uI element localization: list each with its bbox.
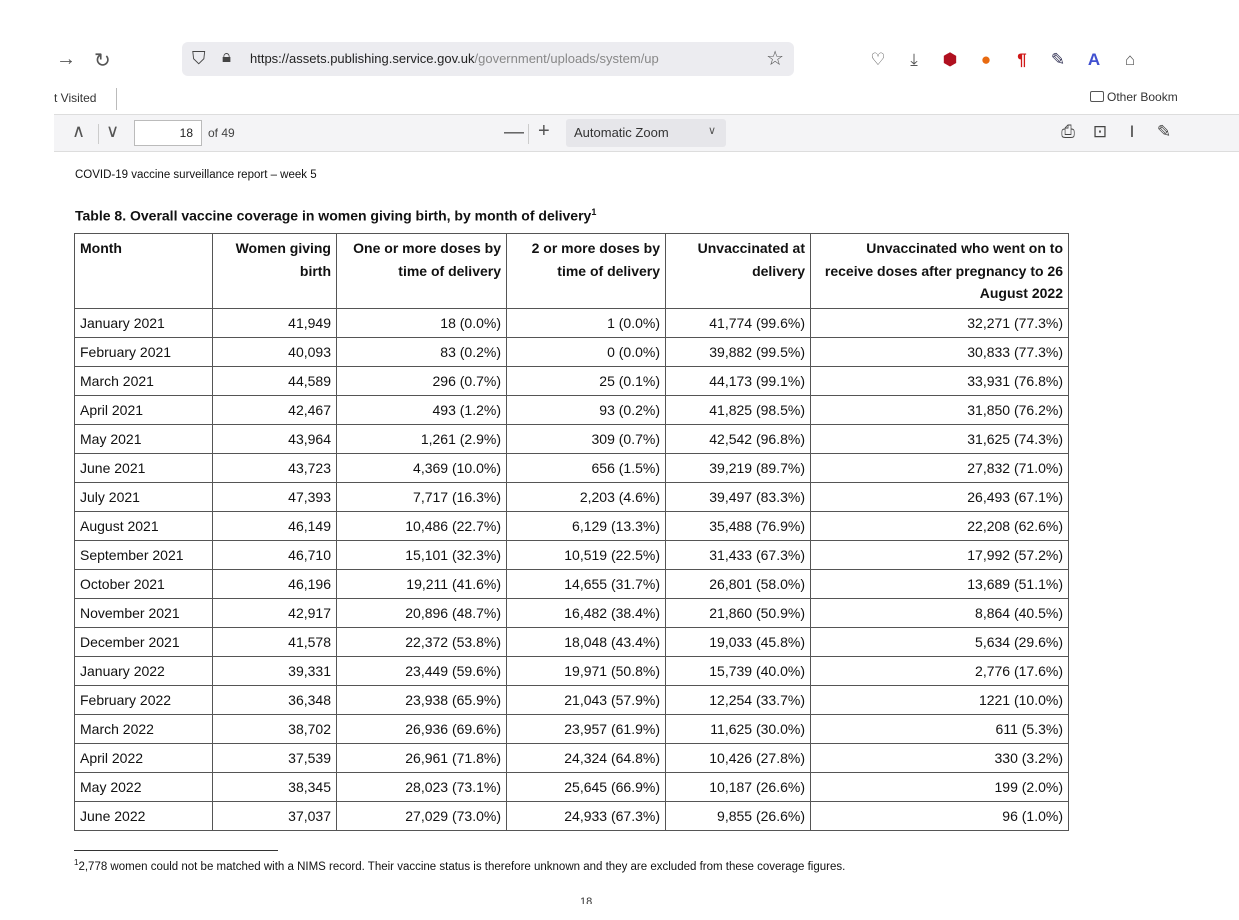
value-cell: 33,931 (76.8%) xyxy=(811,367,1069,396)
page-number: 18 xyxy=(580,896,593,904)
month-cell: September 2021 xyxy=(75,541,213,570)
value-cell: 24,933 (67.3%) xyxy=(507,802,666,831)
value-cell: 42,917 xyxy=(213,599,337,628)
value-cell: 42,467 xyxy=(213,396,337,425)
value-cell: 296 (0.7%) xyxy=(337,367,507,396)
value-cell: 5,634 (29.6%) xyxy=(811,628,1069,657)
value-cell: 83 (0.2%) xyxy=(337,338,507,367)
table-row xyxy=(75,599,1069,628)
download-icon[interactable]: ⤓ xyxy=(910,50,918,69)
value-cell: 40,093 xyxy=(213,338,337,367)
table-row xyxy=(75,512,1069,541)
value-cell: 30,833 (77.3%) xyxy=(811,338,1069,367)
table-caption xyxy=(75,207,596,224)
chevron-down-icon: ∨ xyxy=(707,125,716,137)
forward-arrow-icon[interactable]: → xyxy=(56,48,76,70)
value-cell: 21,043 (57.9%) xyxy=(507,686,666,715)
value-cell: 1 (0.0%) xyxy=(507,309,666,338)
value-cell: 26,801 (58.0%) xyxy=(666,570,811,599)
shield-icon[interactable]: ⛉ xyxy=(192,48,206,68)
caption-footnote-mark: 1 xyxy=(591,207,597,217)
value-cell: 41,949 xyxy=(213,309,337,338)
value-cell: 10,486 (22.7%) xyxy=(337,512,507,541)
value-cell: 15,101 (32.3%) xyxy=(337,541,507,570)
table-row xyxy=(75,309,1069,338)
table-row xyxy=(75,657,1069,686)
value-cell: 4,369 (10.0%) xyxy=(337,454,507,483)
ublock-icon[interactable]: ⬢ xyxy=(942,50,958,69)
value-cell: 493 (1.2%) xyxy=(337,396,507,425)
value-cell: 2,776 (17.6%) xyxy=(811,657,1069,686)
value-cell: 36,348 xyxy=(213,686,337,715)
table-row xyxy=(75,338,1069,367)
table-row xyxy=(75,686,1069,715)
value-cell: 10,519 (22.5%) xyxy=(507,541,666,570)
table-row xyxy=(75,570,1069,599)
value-cell: 35,488 (76.9%) xyxy=(666,512,811,541)
value-cell: 25 (0.1%) xyxy=(507,367,666,396)
column-header: One or more doses by time of delivery xyxy=(337,234,507,309)
value-cell: 23,938 (65.9%) xyxy=(337,686,507,715)
month-cell: May 2022 xyxy=(75,773,213,802)
table-row xyxy=(75,773,1069,802)
month-cell: November 2021 xyxy=(75,599,213,628)
url-text[interactable] xyxy=(250,51,750,66)
month-cell: February 2022 xyxy=(75,686,213,715)
coverage-table xyxy=(74,233,1069,831)
footnote-text: 2,778 women could not be matched with a NIMS record. Their vaccine status is therefore unknown and they are excluded from these coverage figures. xyxy=(78,860,846,873)
value-cell: 2,203 (4.6%) xyxy=(507,483,666,512)
table-row xyxy=(75,541,1069,570)
page-count: of 49 xyxy=(208,126,235,140)
month-cell: December 2021 xyxy=(75,628,213,657)
value-cell: 10,426 (27.8%) xyxy=(666,744,811,773)
value-cell: 9,855 (26.6%) xyxy=(666,802,811,831)
column-header: Unvaccinated at delivery xyxy=(666,234,811,309)
value-cell: 20,896 (48.7%) xyxy=(337,599,507,628)
folder-icon xyxy=(1090,91,1104,102)
column-header: 2 or more doses by time of delivery xyxy=(507,234,666,309)
value-cell: 10,187 (26.6%) xyxy=(666,773,811,802)
next-page-icon[interactable]: ∨ xyxy=(106,121,120,141)
pdf-tools xyxy=(1052,122,1180,142)
value-cell: 31,850 (76.2%) xyxy=(811,396,1069,425)
value-cell: 44,589 xyxy=(213,367,337,396)
month-cell: April 2021 xyxy=(75,396,213,425)
value-cell: 19,971 (50.8%) xyxy=(507,657,666,686)
draw-icon[interactable]: ✎ xyxy=(1156,122,1172,141)
text-tool-icon[interactable]: I xyxy=(1129,122,1135,141)
value-cell: 42,542 (96.8%) xyxy=(666,425,811,454)
value-cell: 46,196 xyxy=(213,570,337,599)
value-cell: 1221 (10.0%) xyxy=(811,686,1069,715)
month-cell: August 2021 xyxy=(75,512,213,541)
value-cell: 96 (1.0%) xyxy=(811,802,1069,831)
value-cell: 27,029 (73.0%) xyxy=(337,802,507,831)
document-header: COVID-19 vaccine surveillance report – week 5 xyxy=(75,169,317,181)
save-icon[interactable]: ⊡ xyxy=(1092,122,1108,141)
month-cell: January 2021 xyxy=(75,309,213,338)
value-cell: 11,625 (30.0%) xyxy=(666,715,811,744)
table-row xyxy=(75,396,1069,425)
value-cell: 31,625 (74.3%) xyxy=(811,425,1069,454)
value-cell: 18 (0.0%) xyxy=(337,309,507,338)
page-number-input[interactable]: 18 xyxy=(134,120,202,146)
value-cell: 19,211 (41.6%) xyxy=(337,570,507,599)
extension-icons xyxy=(860,50,1148,70)
value-cell: 39,882 (99.5%) xyxy=(666,338,811,367)
month-cell: October 2021 xyxy=(75,570,213,599)
column-header: Month xyxy=(75,234,213,309)
value-cell: 199 (2.0%) xyxy=(811,773,1069,802)
footnote-mark: 1 xyxy=(74,858,79,867)
month-cell: March 2021 xyxy=(75,367,213,396)
value-cell: 37,037 xyxy=(213,802,337,831)
value-cell: 6,129 (13.3%) xyxy=(507,512,666,541)
table-caption-text: Table 8. Overall vaccine coverage in women giving birth, by month of delivery xyxy=(75,207,592,224)
month-cell: March 2022 xyxy=(75,715,213,744)
value-cell: 18,048 (43.4%) xyxy=(507,628,666,657)
red-extension-icon[interactable]: ¶ xyxy=(1017,50,1027,69)
value-cell: 43,723 xyxy=(213,454,337,483)
footnote xyxy=(74,858,845,873)
lock-icon[interactable]: 🔒︎ xyxy=(222,47,232,66)
bird-extension-icon[interactable]: ✎ xyxy=(1050,50,1066,69)
translate-icon[interactable]: A xyxy=(1087,50,1101,69)
table-row xyxy=(75,483,1069,512)
table-row xyxy=(75,425,1069,454)
url-bar[interactable] xyxy=(182,42,794,76)
value-cell: 19,033 (45.8%) xyxy=(666,628,811,657)
zoom-in-button[interactable]: + xyxy=(538,120,550,142)
value-cell: 14,655 (31.7%) xyxy=(507,570,666,599)
value-cell: 611 (5.3%) xyxy=(811,715,1069,744)
value-cell: 41,825 (98.5%) xyxy=(666,396,811,425)
print-icon[interactable]: ⎙ xyxy=(1061,122,1075,141)
month-cell: June 2021 xyxy=(75,454,213,483)
value-cell: 309 (0.7%) xyxy=(507,425,666,454)
other-bookmarks-label: Other Bookm xyxy=(1107,90,1178,104)
value-cell: 21,860 (50.9%) xyxy=(666,599,811,628)
value-cell: 37,539 xyxy=(213,744,337,773)
value-cell: 26,936 (69.6%) xyxy=(337,715,507,744)
value-cell: 0 (0.0%) xyxy=(507,338,666,367)
value-cell: 23,449 (59.6%) xyxy=(337,657,507,686)
bookmark-star-icon[interactable]: ☆ xyxy=(766,48,784,70)
value-cell: 41,578 xyxy=(213,628,337,657)
value-cell: 330 (3.2%) xyxy=(811,744,1069,773)
toolbar-separator xyxy=(528,124,529,144)
value-cell: 32,271 (77.3%) xyxy=(811,309,1069,338)
zoom-value: Automatic Zoom xyxy=(574,125,669,140)
value-cell: 12,254 (33.7%) xyxy=(666,686,811,715)
value-cell: 26,961 (71.8%) xyxy=(337,744,507,773)
value-cell: 28,023 (73.1%) xyxy=(337,773,507,802)
value-cell: 47,393 xyxy=(213,483,337,512)
value-cell: 23,957 (61.9%) xyxy=(507,715,666,744)
reload-icon[interactable]: ↻ xyxy=(94,50,111,72)
url-host: https://assets.publishing.service.gov.uk xyxy=(250,51,475,66)
month-cell: January 2022 xyxy=(75,657,213,686)
value-cell: 38,702 xyxy=(213,715,337,744)
value-cell: 8,864 (40.5%) xyxy=(811,599,1069,628)
table-row xyxy=(75,715,1069,744)
previous-page-icon[interactable]: ∧ xyxy=(72,121,86,141)
bookmarks-separator xyxy=(116,88,117,110)
value-cell: 38,345 xyxy=(213,773,337,802)
value-cell: 25,645 (66.9%) xyxy=(507,773,666,802)
value-cell: 24,324 (64.8%) xyxy=(507,744,666,773)
table-row xyxy=(75,628,1069,657)
table-row xyxy=(75,454,1069,483)
table-row xyxy=(75,802,1069,831)
orange-extension-icon[interactable]: ● xyxy=(980,50,992,69)
table-header-row xyxy=(75,234,1069,309)
url-path: /government/uploads/system/up xyxy=(474,51,659,66)
other-bookmarks[interactable] xyxy=(1090,90,1178,104)
table-row xyxy=(75,744,1069,773)
footnote-divider xyxy=(74,850,278,851)
column-header: Women giving birth xyxy=(213,234,337,309)
column-header: Unvaccinated who went on to receive doses after pregnancy to 26 August 2022 xyxy=(811,234,1069,309)
value-cell: 31,433 (67.3%) xyxy=(666,541,811,570)
extensions-puzzle-icon[interactable]: ⌂ xyxy=(1124,50,1136,69)
browser-navbar xyxy=(0,36,1239,86)
value-cell: 39,219 (89.7%) xyxy=(666,454,811,483)
value-cell: 26,493 (67.1%) xyxy=(811,483,1069,512)
table-body xyxy=(75,309,1069,831)
zoom-select[interactable] xyxy=(566,119,726,147)
value-cell: 22,208 (62.6%) xyxy=(811,512,1069,541)
value-cell: 656 (1.5%) xyxy=(507,454,666,483)
month-cell: April 2022 xyxy=(75,744,213,773)
value-cell: 46,149 xyxy=(213,512,337,541)
value-cell: 46,710 xyxy=(213,541,337,570)
value-cell: 41,774 (99.6%) xyxy=(666,309,811,338)
value-cell: 39,497 (83.3%) xyxy=(666,483,811,512)
month-cell: June 2022 xyxy=(75,802,213,831)
value-cell: 1,261 (2.9%) xyxy=(337,425,507,454)
value-cell: 16,482 (38.4%) xyxy=(507,599,666,628)
bookmark-most-visited[interactable]: t Visited xyxy=(54,91,97,105)
value-cell: 13,689 (51.1%) xyxy=(811,570,1069,599)
pocket-icon[interactable]: ♡ xyxy=(870,50,886,69)
pdf-toolbar xyxy=(54,114,1239,152)
value-cell: 22,372 (53.8%) xyxy=(337,628,507,657)
month-cell: July 2021 xyxy=(75,483,213,512)
table-row xyxy=(75,367,1069,396)
value-cell: 27,832 (71.0%) xyxy=(811,454,1069,483)
zoom-out-button[interactable]: — xyxy=(504,121,524,143)
toolbar-separator xyxy=(98,124,99,144)
month-cell: May 2021 xyxy=(75,425,213,454)
value-cell: 43,964 xyxy=(213,425,337,454)
value-cell: 44,173 (99.1%) xyxy=(666,367,811,396)
value-cell: 93 (0.2%) xyxy=(507,396,666,425)
bookmarks-bar xyxy=(0,86,1239,114)
value-cell: 17,992 (57.2%) xyxy=(811,541,1069,570)
month-cell: February 2021 xyxy=(75,338,213,367)
value-cell: 39,331 xyxy=(213,657,337,686)
value-cell: 7,717 (16.3%) xyxy=(337,483,507,512)
value-cell: 15,739 (40.0%) xyxy=(666,657,811,686)
